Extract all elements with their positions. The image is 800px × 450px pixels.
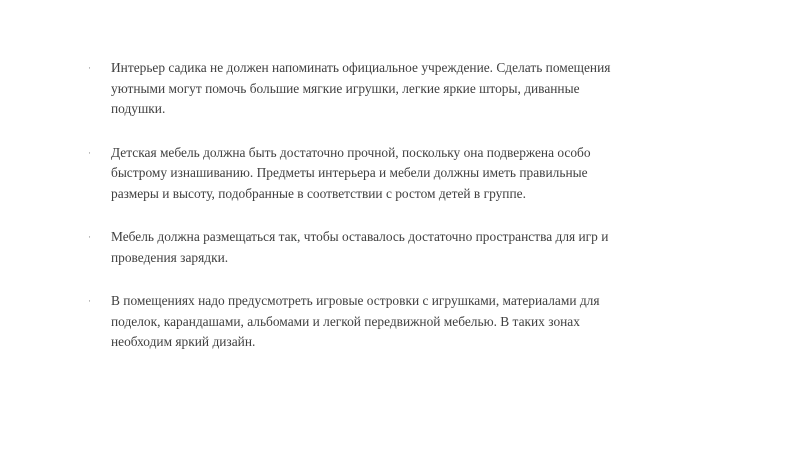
bullet-item-3 — [88, 227, 628, 268]
bullet-list — [88, 58, 628, 376]
bullet-dot-icon: · — [88, 147, 91, 158]
bullet-text: Интерьер садика не должен напоминать официальное учреждение. Сделать помещения уютными могут помочь большие мягкие игрушки, легкие яркие шторы, диванные подушки. — [111, 60, 611, 116]
bullet-dot-icon: · — [88, 232, 91, 242]
bullet-dot-icon: · — [88, 63, 91, 73]
bullet-item-2 — [88, 143, 628, 205]
bullet-text: В помещениях надо предусмотреть игровые островки с игрушками, материалами для поделок, карандашами, альбомами и легкой передвижной мебелью. В таких зонах необходим яркий дизайн. — [111, 293, 600, 349]
bullet-dot-icon: · — [88, 296, 91, 306]
bullet-item-4 — [88, 291, 628, 353]
bullet-item-1 — [88, 58, 628, 120]
bullet-text: Мебель должна размещаться так, чтобы оставалось достаточно пространства для игр и проведения зарядки. — [111, 229, 609, 265]
bullet-text: Детская мебель должна быть достаточно прочной, поскольку она подвержена особо быстрому изнашиванию. Предметы интерьера и мебели должны иметь правильные размеры и высоту, подобранные в соответствии с ростом детей в группе. — [111, 144, 591, 201]
